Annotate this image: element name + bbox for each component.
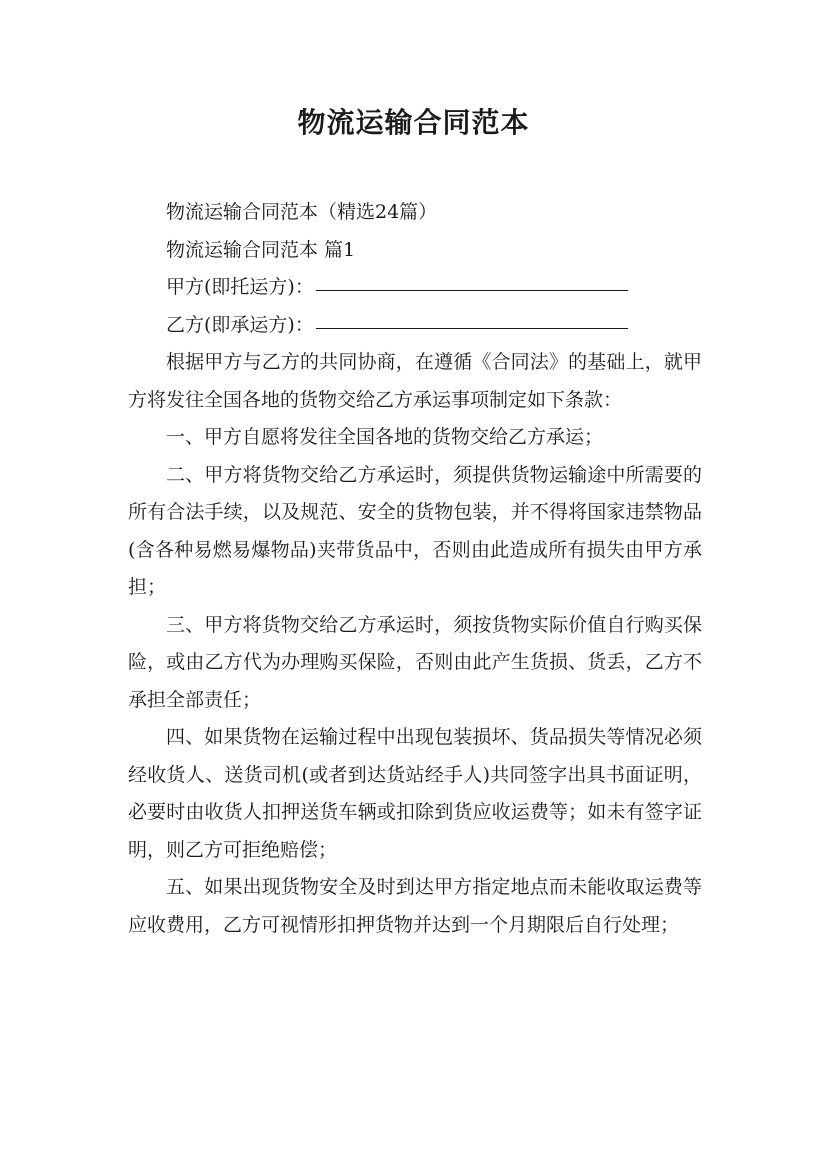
party-b-blank-line [316, 327, 628, 329]
section-heading: 物流运输合同范本 篇1 [166, 238, 356, 261]
party-b-field [128, 307, 702, 345]
clause-2: 二、甲方将货物交给乙方承运时，须提供货物运输途中所需要的所有合法手续，以及规范、安全的货物包装，并不得将国家违禁物品(含各种易燃易爆物品)夹带货品中，否则由此造成所有损失由甲方承担； [128, 463, 702, 598]
clause-4: 四、如果货物在运输过程中出现包装损坏、货品损失等情况必须经收货人、送货司机(或者到达货站经手人)共同签字出具书面证明，必要时由收货人扣押送货车辆或扣除到货应收运费等；如未有签字证明，则乙方可拒绝赔偿； [128, 726, 702, 861]
document-title: 物流运输合同范本 [297, 106, 530, 139]
intro-paragraph: 根据甲方与乙方的共同协商，在遵循《合同法》的基础上，就甲方将发往全国各地的货物交给乙方承运事项制定如下条款： [128, 351, 702, 411]
clause-5: 五、如果出现货物安全及时到达甲方指定地点而未能收取运费等应收费用，乙方可视情形扣押货物并达到一个月期限后自行处理； [128, 876, 702, 936]
document-subtitle: 物流运输合同范本（精选24篇） [166, 201, 438, 223]
party-a-field [128, 269, 702, 307]
clause-3: 三、甲方将货物交给乙方承运时，须按货物实际价值自行购买保险，或由乙方代为办理购买保险，否则由此产生货损、货丢，乙方不承担全部责任； [128, 613, 702, 711]
party-b-label: 乙方(即承运方)： [166, 313, 314, 336]
document-body [128, 194, 702, 944]
party-a-blank-line [316, 289, 628, 291]
clause-1: 一、甲方自愿将发往全国各地的货物交给乙方承运； [166, 426, 604, 448]
party-a-label: 甲方(即托运方)： [166, 276, 314, 298]
